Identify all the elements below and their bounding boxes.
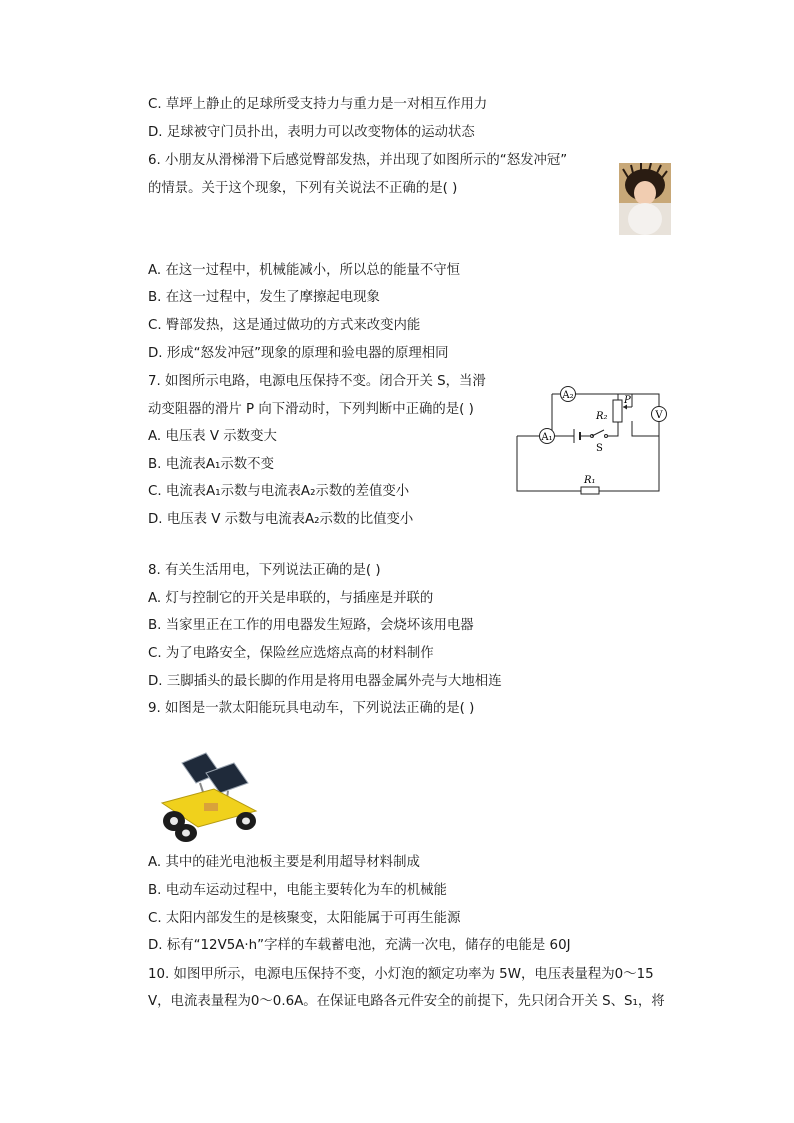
q6-option-b: B. 在这一过程中，发生了摩擦起电现象 (148, 290, 380, 305)
baby-hair-photo (619, 163, 671, 235)
slider-label: P (624, 395, 631, 406)
q7-stem-2: 动变阻器的滑片 P 向下滑动时，下列判断中正确的是( ) (148, 402, 474, 417)
q5-option-d: D. 足球被守门员扑出，表明力可以改变物体的运动状态 (148, 125, 475, 140)
q7-option-d: D. 电压表 V 示数与电流表A₂示数的比值变小 (148, 512, 414, 527)
q6-option-d: D. 形成“怒发冲冠”现象的原理和验电器的原理相同 (148, 346, 449, 361)
q5-option-c: C. 草坪上静止的足球所受支持力与重力是一对相互作用力 (148, 97, 488, 112)
q8-option-b: B. 当家里正在工作的用电器发生短路，会烧坏该用电器 (148, 618, 474, 633)
rheostat-label: R₂ (596, 411, 608, 422)
q7-option-b: B. 电流表A₁示数不变 (148, 457, 274, 472)
q9-option-b: B. 电动车运动过程中，电能主要转化为车的机械能 (148, 883, 447, 898)
q8-option-d: D. 三脚插头的最长脚的作用是将用电器金属外壳与大地相连 (148, 674, 502, 689)
solar-car-photo (148, 747, 266, 843)
q6-stem-1: 6. 小朋友从滑梯滑下后感觉臀部发热，并出现了如图所示的“怒发冲冠” (148, 153, 568, 168)
q8-option-c: C. 为了电路安全，保险丝应选熔点高的材料制作 (148, 646, 434, 661)
q7-stem-1: 7. 如图所示电路，电源电压保持不变。闭合开关 S，当滑 (148, 374, 486, 389)
ammeter-a1-label: A₁ (541, 432, 553, 443)
resistor-label: R₁ (584, 475, 596, 486)
switch-label: S (596, 443, 603, 454)
q9-option-d: D. 标有“12V5A·h”字样的车载蓄电池，充满一次电，储存的电能是 60J (148, 938, 571, 953)
q9-stem: 9. 如图是一款太阳能玩具电动车，下列说法正确的是( ) (148, 701, 475, 716)
q8-stem: 8. 有关生活用电，下列说法正确的是( ) (148, 563, 381, 578)
q7-option-c: C. 电流表A₁示数与电流表A₂示数的差值变小 (148, 484, 410, 499)
voltmeter-label: V (655, 410, 663, 421)
q6-stem-2: 的情景。关于这个现象，下列有关说法不正确的是( ) (148, 181, 458, 196)
q10-stem-2: V，电流表量程为0～0.6A。在保证电路各元件安全的前提下，先只闭合开关 S、S₁，将 (148, 994, 665, 1009)
q7-option-a: A. 电压表 V 示数变大 (148, 429, 277, 444)
q6-option-a: A. 在这一过程中，机械能减小，所以总的能量不守恒 (148, 263, 461, 278)
ammeter-a2-label: A₂ (562, 390, 574, 401)
circuit-diagram (512, 383, 674, 495)
q10-stem-1: 10. 如图甲所示，电源电压保持不变，小灯泡的额定功率为 5W，电压表量程为0～15 (148, 967, 654, 982)
q9-option-c: C. 太阳内部发生的是核聚变，太阳能属于可再生能源 (148, 911, 461, 926)
q6-option-c: C. 臀部发热，这是通过做功的方式来改变内能 (148, 318, 421, 333)
q8-option-a: A. 灯与控制它的开关是串联的，与插座是并联的 (148, 591, 434, 606)
q9-option-a: A. 其中的硅光电池板主要是利用超导材料制成 (148, 855, 420, 870)
